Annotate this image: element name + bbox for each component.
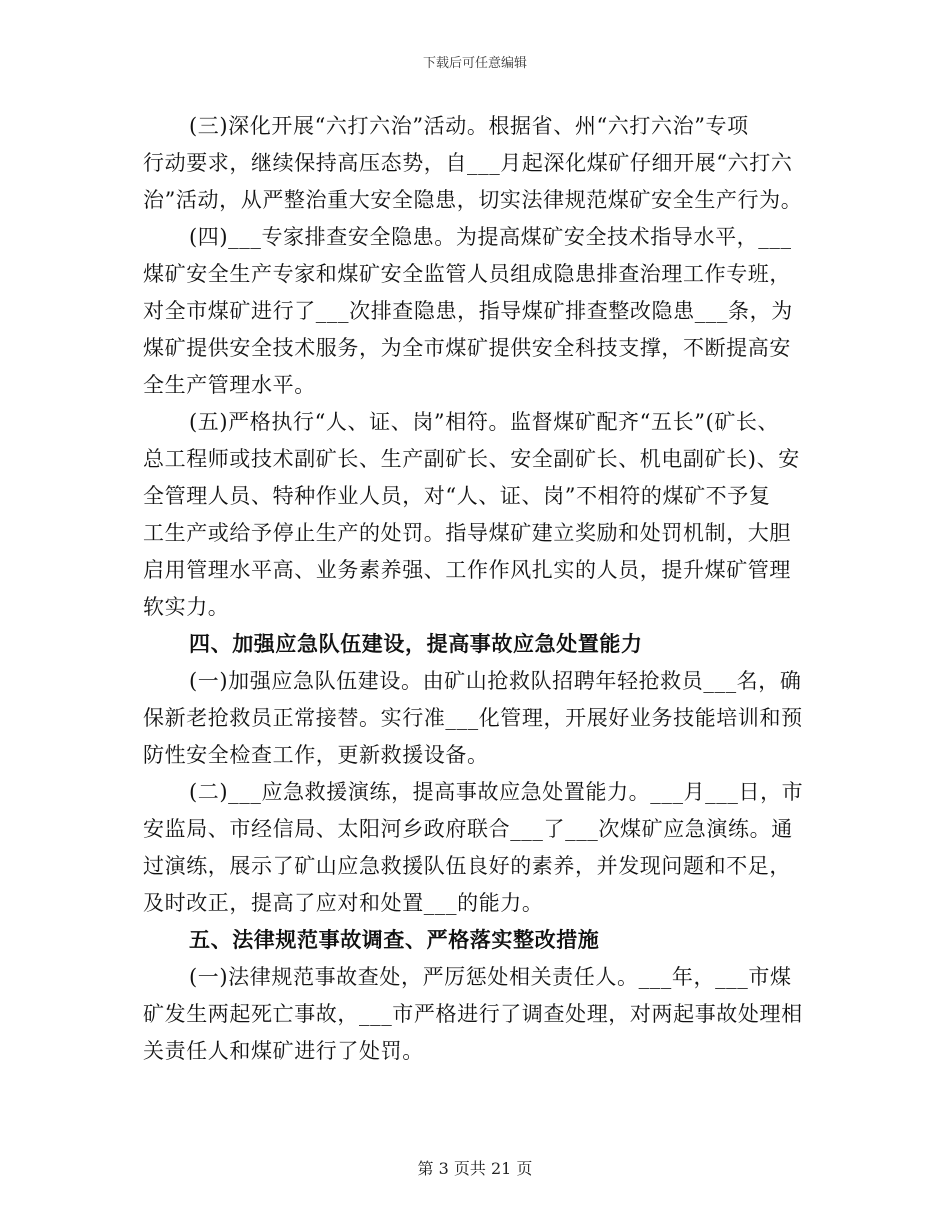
- text-line: (一)法律规范事故查处，严厉惩处相关责任人。___年，___市煤: [189, 965, 792, 989]
- page-header: 下载后可任意编辑: [422, 56, 527, 71]
- text-line: 矿发生两起死亡事故，___市严格进行了调查处理，对两起事故处理相: [143, 1002, 803, 1026]
- text-line: 启用管理水平高、业务素养强、工作作风扎实的人员，提升煤矿管理: [143, 558, 791, 582]
- text-line: 治”活动，从严整治重大安全隐患，切实法律规范煤矿安全生产行为。: [143, 188, 803, 212]
- text-line: 煤矿安全生产专家和煤矿安全监管人员组成隐患排查治理工作专班，: [143, 262, 791, 286]
- text-line: (五)严格执行“人、证、岗”相符。监督煤矿配齐“五长”(矿长、: [189, 410, 780, 434]
- page-number: 第 3 页共 21 页: [417, 1159, 533, 1178]
- text-line: 过演练，展示了矿山应急救援队伍良好的素养，并发现问题和不足，: [143, 854, 791, 878]
- text-line: 全生产管理水平。: [143, 373, 316, 397]
- text-line: 行动要求，继续保持高压态势，自___月起深化煤矿仔细开展“六打六: [143, 151, 793, 175]
- text-line: 及时改正，提高了应对和处置___的能力。: [143, 891, 544, 915]
- text-line: (四)___专家排查安全隐患。为提高煤矿安全技术指导水平，___: [189, 225, 792, 249]
- text-line: 关责任人和煤矿进行了处罚。: [143, 1039, 424, 1063]
- text-line: (三)深化开展“六打六治”活动。根据省、州“六打六治”专项: [189, 114, 749, 138]
- text-line: 防性安全检查工作，更新救援设备。: [143, 743, 489, 767]
- text-line: 软实力。: [143, 595, 230, 619]
- section-heading: 五、法律规范事故调查、严格落实整改措施: [189, 927, 600, 952]
- text-line: 工生产或给予停止生产的处罚。指导煤矿建立奖励和处罚机制，大胆: [143, 521, 791, 545]
- text-line: (二)___应急救援演练，提高事故应急处置能力。___月___日，市: [189, 780, 804, 804]
- text-line: 总工程师或技术副矿长、生产副矿长、安全副矿长、机电副矿长)、安: [143, 447, 800, 471]
- text-line: 煤矿提供安全技术服务，为全市煤矿提供安全科技支撑，不断提高安: [143, 336, 791, 360]
- text-line: 安监局、市经信局、太阳河乡政府联合___了___次煤矿应急演练。通: [143, 817, 793, 841]
- text-line: 保新老抢救员正常接替。实行准___化管理，开展好业务技能培训和预: [143, 706, 803, 730]
- text-line: 对全市煤矿进行了___次排查隐患，指导煤矿排查整改隐患___条，为: [143, 299, 793, 323]
- section-heading: 四、加强应急队伍建设，提高事故应急处置能力: [189, 631, 643, 656]
- text-line: 全管理人员、特种作业人员，对“人、证、岗”不相符的煤矿不予复: [143, 484, 771, 508]
- text-line: (一)加强应急队伍建设。由矿山抢救队招聘年轻抢救员___名，确: [189, 669, 802, 693]
